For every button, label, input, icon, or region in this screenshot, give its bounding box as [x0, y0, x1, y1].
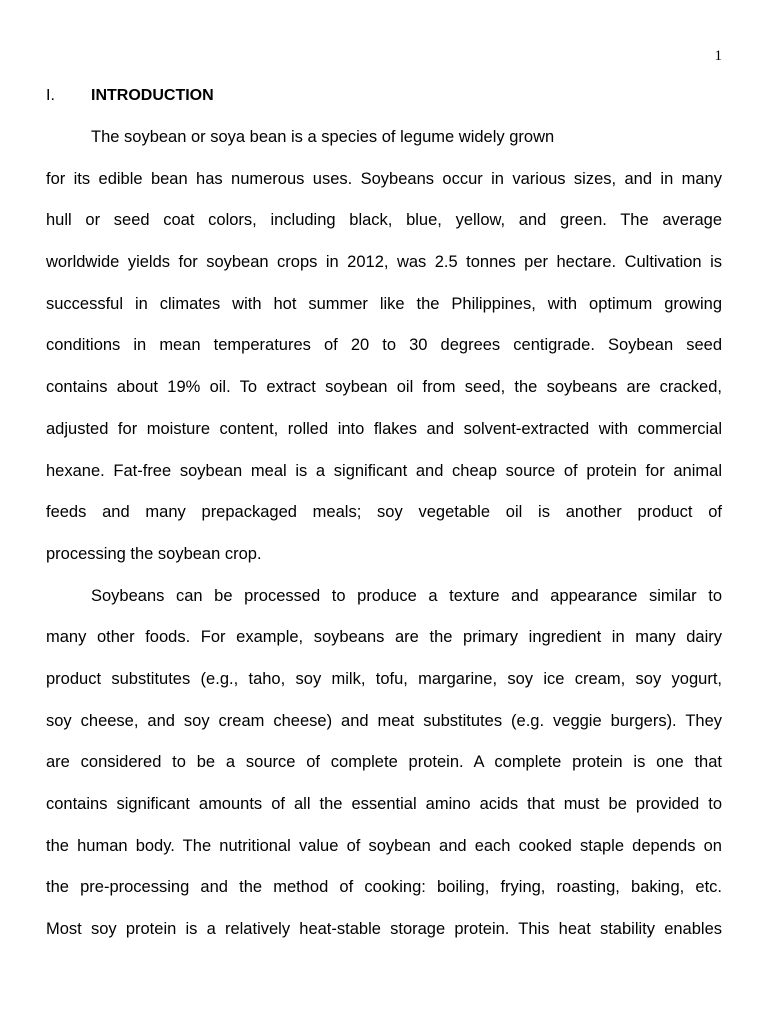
text-line: contains about 19% oil. To extract soybean oil from seed, the soybeans are cracked, [46, 378, 722, 397]
text-line: hexane. Fat-free soybean meal is a significant and cheap source of protein for animal [46, 461, 722, 480]
text-line: processing the soybean crop. [46, 544, 262, 563]
section-heading [46, 85, 214, 107]
body-text [46, 126, 722, 960]
text-line: Most soy protein is a relatively heat-stable storage protein. This heat stability enables [46, 920, 722, 939]
text-line: product substitutes (e.g., taho, soy milk, tofu, margarine, soy ice cream, soy yogurt, [46, 669, 722, 688]
text-line: many other foods. For example, soybeans are the primary ingredient in many dairy [46, 628, 722, 647]
text-line: adjusted for moisture content, rolled into flakes and solvent-extracted with commercial [46, 419, 722, 438]
text-line: soy cheese, and soy cream cheese) and meat substitutes (e.g. veggie burgers). They [46, 711, 722, 730]
text-line: hull or seed coat colors, including black, blue, yellow, and green. The average [46, 211, 722, 230]
text-line: The soybean or soya bean is a species of legume widely grown [91, 128, 555, 146]
text-line: for its edible bean has numerous uses. Soybeans occur in various sizes, and in many [46, 169, 722, 188]
text-line: contains significant amounts of all the essential amino acids that must be provided to [46, 795, 722, 813]
text-line: the human body. The nutritional value of soybean and each cooked staple depends on [46, 836, 722, 855]
text-line: feeds and many prepackaged meals; soy vegetable oil is another product of [46, 503, 722, 522]
text-line: Soybeans can be processed to produce a texture and appearance similar to [91, 586, 722, 605]
text-line: the pre-processing and the method of cooking: boiling, frying, roasting, baking, etc. [46, 878, 722, 897]
text-line: successful in climates with hot summer like the Philippines, with optimum growing [46, 294, 722, 313]
text-line: conditions in mean temperatures of 20 to 30 degrees centigrade. Soybean seed [46, 336, 722, 355]
text-line: are considered to be a source of complete protein. A complete protein is one that [46, 753, 722, 772]
section-title: INTRODUCTION [91, 87, 214, 104]
page-number: 1 [714, 48, 722, 64]
text-line: worldwide yields for soybean crops in 2012, was 2.5 tonnes per hectare. Cultivation is [46, 253, 722, 272]
section-number: I. [46, 87, 55, 104]
